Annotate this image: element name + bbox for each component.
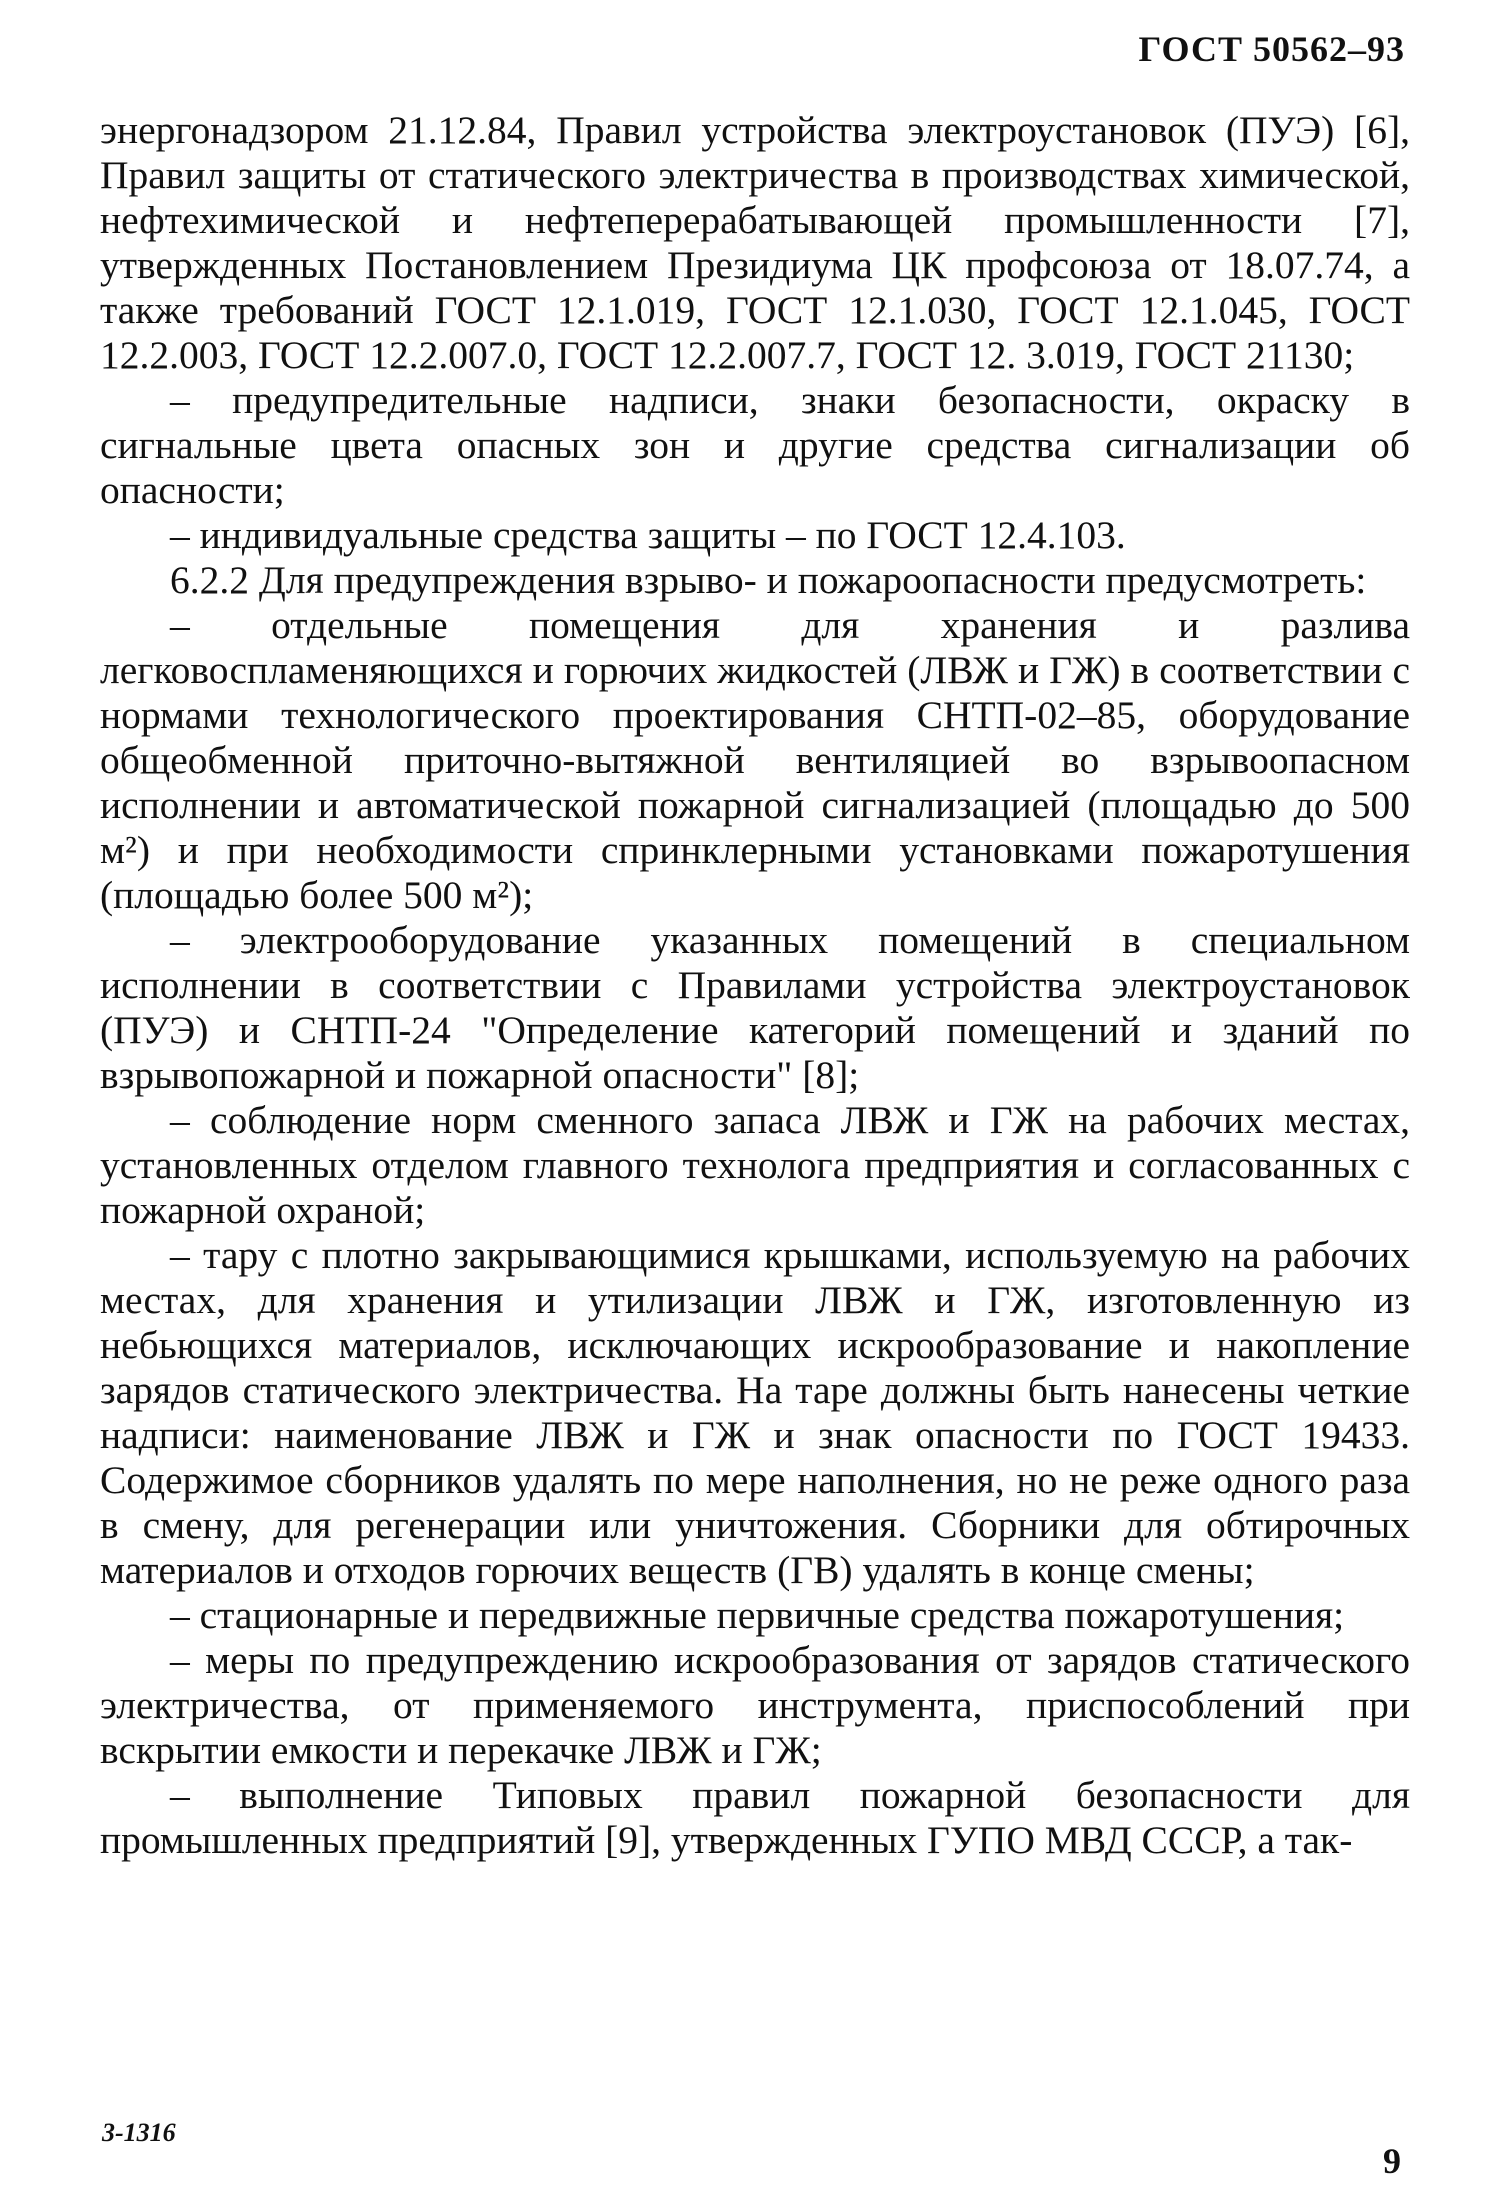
- paragraph-section-6-2-2: 6.2.2 Для предупреждения взрыво- и пожароопасности предусмотреть:: [170, 558, 1367, 602]
- paragraph-separate-rooms: – отдельные помещения для хранения и разлива легковоспламеняющихся и горючих жидкостей (ЛВЖ и ГЖ) в соответствии с нормами технологического проектирования СНТП-02–85, оборудование общеобменной приточно-вытяжной вентиляцией во взрывоопасном исполнении и автоматической пожарной сигнализацией (площадью до 500 м²) и при необходимости спринклерными установками пожаротушения (площадью более 500 м²);: [100, 603, 1410, 917]
- document-body: [100, 108, 1410, 1863]
- paragraph-warning-signs: – предупредительные надписи, знаки безопасности, окраску в сигнальные цвета опасных зон и другие средства сигнализации об опасности;: [100, 378, 1410, 512]
- paragraph-continuation: энергонадзором 21.12.84, Правил устройства электроустановок (ПУЭ) [6], Правил защиты от статического электричества в производствах химической, нефтехимической и нефтеперерабатывающей промышленности [7], утвержденных Постановлением Президиума ЦК профсоюза от 18.07.74, а также требований ГОСТ 12.1.019, ГОСТ 12.1.030, ГОСТ 12.1.045, ГОСТ 12.2.003, ГОСТ 12.2.007.0, ГОСТ 12.2.007.7, ГОСТ 12. 3.019, ГОСТ 21130;: [100, 108, 1410, 377]
- paragraph-electrical-equipment: – электрооборудование указанных помещений в специальном исполнении в соответствии с Правилами устройства электроустановок (ПУЭ) и СНТП-24 "Определение категорий помещений и зданий по взрывопожарной и пожарной опасности" [8];: [100, 918, 1410, 1097]
- page-number: 9: [1383, 2141, 1401, 2181]
- paragraph-shift-stock-norms: – соблюдение норм сменного запаса ЛВЖ и ГЖ на рабочих местах, установленных отделом главного технолога предприятия и согласованных с пожарной охраной;: [100, 1098, 1410, 1232]
- paragraph-containers: – тару с плотно закрывающимися крышками, используемую на рабочих местах, для хранения и утилизации ЛВЖ и ГЖ, изготовленную из небьющихся материалов, исключающих искрообразование и накопление зарядов статического электричества. На таре должны быть нанесены четкие надписи: наименование ЛВЖ и ГЖ и знак опасности по ГОСТ 19433. Содержимое сборников удалять по мере наполнения, но не реже одного раза в смену, для регенерации или уничтожения. Сборники для обтирочных материалов и отходов горючих веществ (ГВ) удалять в конце смены;: [100, 1233, 1410, 1592]
- document-code-header: ГОСТ 50562–93: [1138, 29, 1405, 69]
- paragraph-fire-safety-rules: – выполнение Типовых правил пожарной безопасности для промышленных предприятий [9], утвержденных ГУПО МВД СССР, а так-: [100, 1773, 1410, 1862]
- paragraph-protective-equipment: – индивидуальные средства защиты – по ГОСТ 12.4.103.: [170, 513, 1126, 557]
- paragraph-spark-prevention: – меры по предупреждению искрообразования от зарядов статического электричества, от применяемого инструмента, приспособлений при вскрытии емкости и перекачке ЛВЖ и ГЖ;: [100, 1638, 1410, 1772]
- print-code: 3-1316: [102, 2118, 176, 2147]
- paragraph-fire-extinguishing: – стационарные и передвижные первичные средства пожаротушения;: [170, 1593, 1345, 1637]
